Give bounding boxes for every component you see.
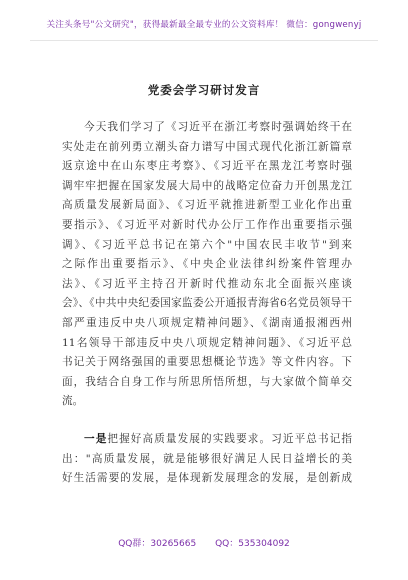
- paragraph-gap: [62, 412, 352, 430]
- header-divider: [30, 40, 378, 41]
- paragraph-lead: 一是: [84, 432, 108, 445]
- document-title: 党委会学习研讨发言: [147, 83, 261, 97]
- paragraph-line: 法》、《习近平主持召开新时代推动东北全面振兴座谈: [62, 277, 352, 290]
- header-note: 关注头条号"公文研究"，获得最新最全最专业的公文资料库！ 微信：gongwenyj: [46, 20, 362, 30]
- paragraph-1: [62, 118, 352, 412]
- paragraph-line: 要指示》、《习近平对新时代办公厅工作作出重要指示强: [62, 218, 352, 231]
- paragraph-line: 今天我们学习了《习近平在浙江考察时强调始终干在: [84, 121, 352, 133]
- paragraph-line: 面，我结合自身工作与所思所悟所想，与大家做个简单交: [62, 375, 352, 388]
- paragraph-line: 书记关于网络强国的重要思想概论节选》等文件内容。下: [62, 356, 352, 369]
- footer-contact: [0, 536, 408, 549]
- paragraph-line: 会》、《中共中央纪委国家监委公开通报青海省6名党员领导干: [62, 297, 352, 310]
- footer-qq: QQ：535304092: [215, 539, 290, 549]
- document-body: [62, 118, 352, 489]
- paragraph-line: 好生活需要的发展，是体现新发展理念的发展，是创新成: [62, 472, 352, 485]
- paragraph-line: 实处走在前列勇立潮头奋力谱写中国式现代化浙江新篇章: [62, 140, 352, 153]
- paragraph-line: 高质量发展新局面》、《习近平就推进新型工业化作出重: [62, 199, 352, 212]
- paragraph-line-rest: 把握好高质量发展的实践要求。习近平总书记指: [107, 432, 352, 445]
- footer-qq-group: QQ群：30265665: [118, 539, 197, 549]
- paragraph-line: 返京途中在山东枣庄考察》、《习近平在黑龙江考察时强: [62, 160, 352, 173]
- paragraph-line: 流。: [62, 395, 84, 408]
- paragraph-2: [62, 430, 352, 489]
- paragraph-line: [62, 430, 352, 450]
- paragraph-line: 出："高质量发展，就是能够很好满足人民日益增长的美: [62, 452, 352, 465]
- paragraph-line: 调》、《习近平总书记在第六个"中国农民丰收节"到来: [62, 238, 352, 251]
- paragraph-line: 之际作出重要指示》、《中央企业法律纠纷案件管理办: [62, 258, 352, 271]
- paragraph-line: 11名领导干部违反中央八项规定精神问题》、《习近平总: [62, 336, 352, 349]
- paragraph-line: 部严重违反中央八项规定精神问题》、《湖南通报湘西州: [62, 316, 352, 329]
- paragraph-line: 调牢牢把握在国家发展大局中的战略定位奋力开创黑龙江: [62, 179, 352, 192]
